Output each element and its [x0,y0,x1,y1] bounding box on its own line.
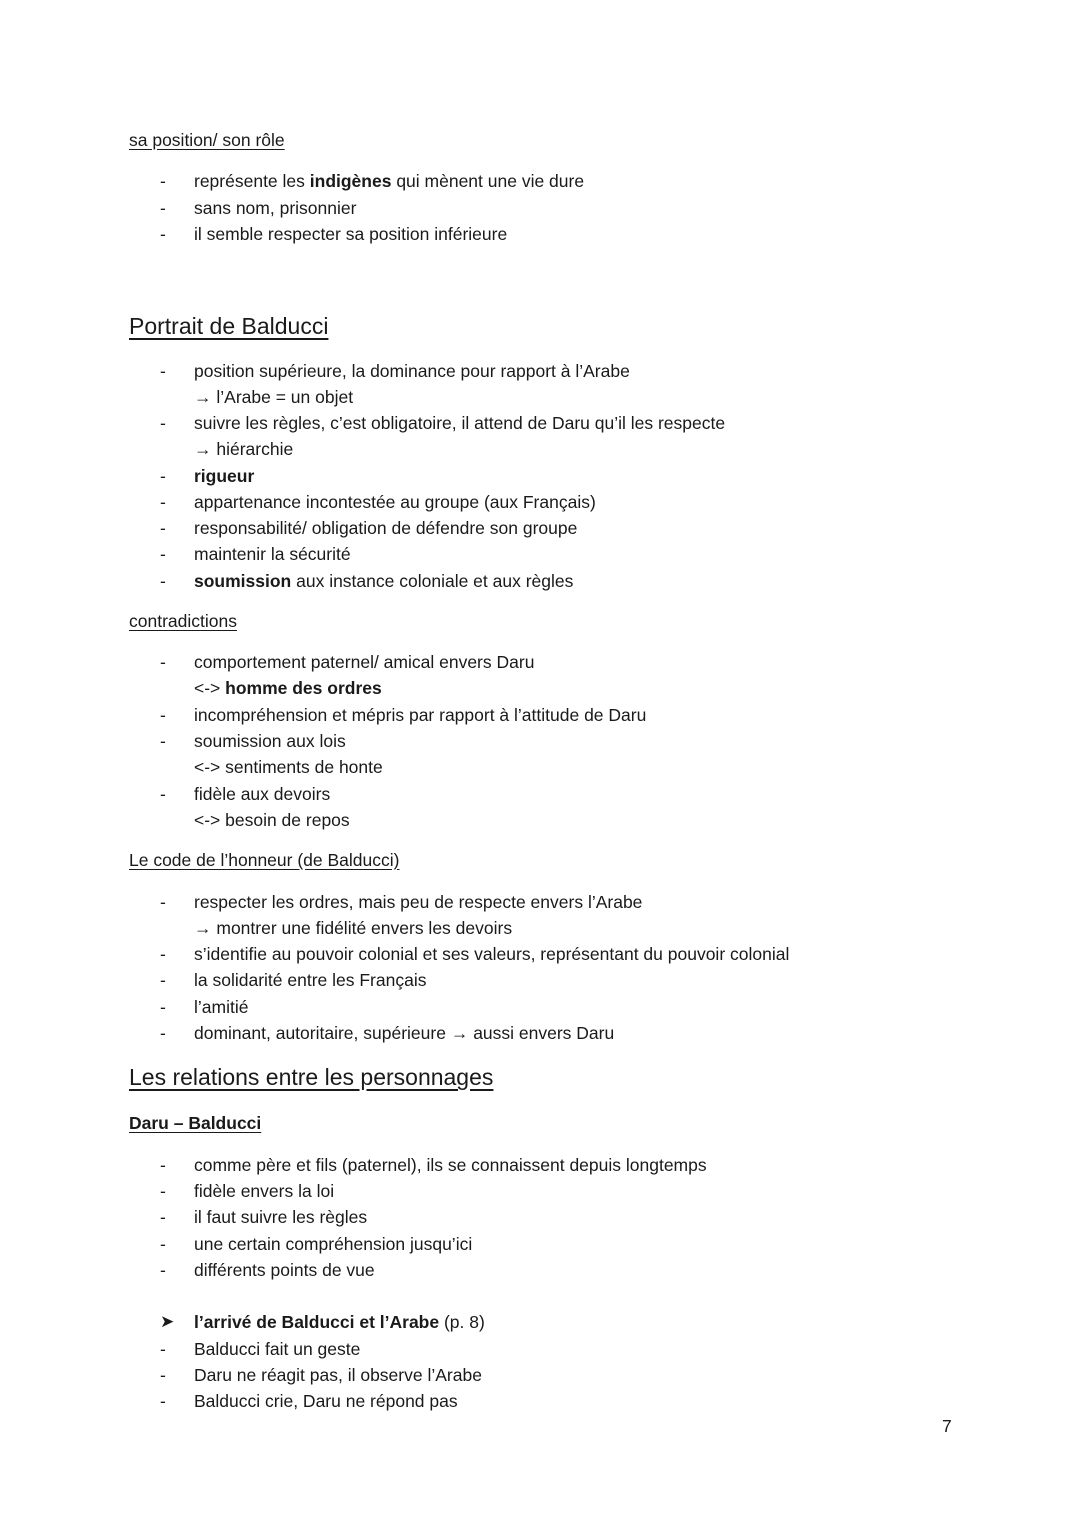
bullet-dash: - [160,784,166,804]
list-item-contrast: <-> sentiments de honte [194,757,383,777]
bullet-dash: - [160,171,166,191]
list-item-contrast: <-> besoin de repos [194,810,350,830]
bullet-dash: - [160,224,166,244]
bullet-dash: - [160,892,166,912]
list-item: position supérieure, la dominance pour rapport à l’Arabe [194,361,630,381]
list-item: soumission aux lois [194,731,346,751]
bullet-dash: - [160,1365,166,1385]
list-item: fidèle envers la loi [194,1181,335,1201]
bullet-dash: - [160,492,166,512]
list-item: la solidarité entre les Français [194,970,427,990]
list-item-contrast: <-> homme des ordres [194,678,382,698]
list-item: soumission aux instance coloniale et aux règles [194,571,574,591]
bullet-dash: - [160,1260,166,1280]
bullet-dash: - [160,1155,166,1175]
list-item: s’identifie au pouvoir colonial et ses valeurs, représentant du pouvoir colonial [194,944,790,964]
bullet-dash: - [160,1023,166,1043]
list-item: respecter les ordres, mais peu de respecte envers l’Arabe [194,892,643,912]
arrow-icon: → [194,387,212,407]
list-item: l’amitié [194,997,249,1017]
section-subtitle-contradictions: contradictions [129,611,237,631]
list-item: il faut suivre les règles [194,1207,368,1227]
arrow-icon: → [450,1023,469,1043]
list-item-arrow: → montrer une fidélité envers les devoirs [194,918,513,938]
list-item: une certain compréhension jusqu’ici [194,1234,473,1254]
list-item: responsabilité/ obligation de défendre son groupe [194,518,578,538]
list-item: Balducci fait un geste [194,1339,361,1359]
bullet-dash: - [160,1339,166,1359]
bullet-dash: - [160,413,166,433]
triangle-bullet-icon: ➤ [160,1312,175,1331]
bullet-dash: - [160,198,166,218]
bullet-dash: - [160,997,166,1017]
bullet-dash: - [160,571,166,591]
arrow-icon: → [194,439,212,459]
bullet-dash: - [160,1234,166,1254]
list-item: représente les indigènes qui mènent une vie dure [194,171,585,191]
list-item: comportement paternel/ amical envers Daru [194,652,535,672]
bullet-dash: - [160,652,166,672]
list-item: Daru ne réagit pas, il observe l’Arabe [194,1365,482,1385]
list-item: il semble respecter sa position inférieure [194,224,508,244]
bullet-dash: - [160,1391,166,1411]
arrow-icon: → [194,918,212,938]
bullet-dash: - [160,731,166,751]
list-item-arrow: → hiérarchie [194,439,294,459]
list-item-arrow: → l’Arabe = un objet [194,387,354,407]
bullet-dash: - [160,970,166,990]
section-heading-portrait: Portrait de Balducci [129,313,329,339]
list-item: différents points de vue [194,1260,375,1280]
bullet-dash: - [160,361,166,381]
page-number: 7 [942,1416,952,1436]
list-item: fidèle aux devoirs [194,784,331,804]
section-subtitle-position: sa position/ son rôle [129,130,285,150]
list-item: suivre les règles, c’est obligatoire, il attend de Daru qu’il les respecte [194,413,726,433]
list-item: rigueur [194,466,255,486]
list-item: incompréhension et mépris par rapport à l’attitude de Daru [194,705,647,725]
section-heading-relations: Les relations entre les personnages [129,1064,494,1090]
section-subtitle-daru-balducci: Daru – Balducci [129,1113,262,1133]
list-item: appartenance incontestée au groupe (aux Français) [194,492,596,512]
bullet-dash: - [160,705,166,725]
list-item: maintenir la sécurité [194,544,351,564]
bullet-dash: - [160,518,166,538]
list-item: dominant, autoritaire, supérieure → aussi envers Daru [194,1023,615,1043]
list-item: Balducci crie, Daru ne répond pas [194,1391,458,1411]
list-item: comme père et fils (paternel), ils se connaissent depuis longtemps [194,1155,707,1175]
list-item: sans nom, prisonnier [194,198,357,218]
bullet-dash: - [160,544,166,564]
list-item-heading: l’arrivé de Balducci et l’Arabe (p. 8) [194,1312,485,1332]
bullet-dash: - [160,1181,166,1201]
section-subtitle-code: Le code de l’honneur (de Balducci) [129,850,400,870]
bullet-dash: - [160,466,166,486]
bullet-dash: - [160,1207,166,1227]
bullet-dash: - [160,944,166,964]
